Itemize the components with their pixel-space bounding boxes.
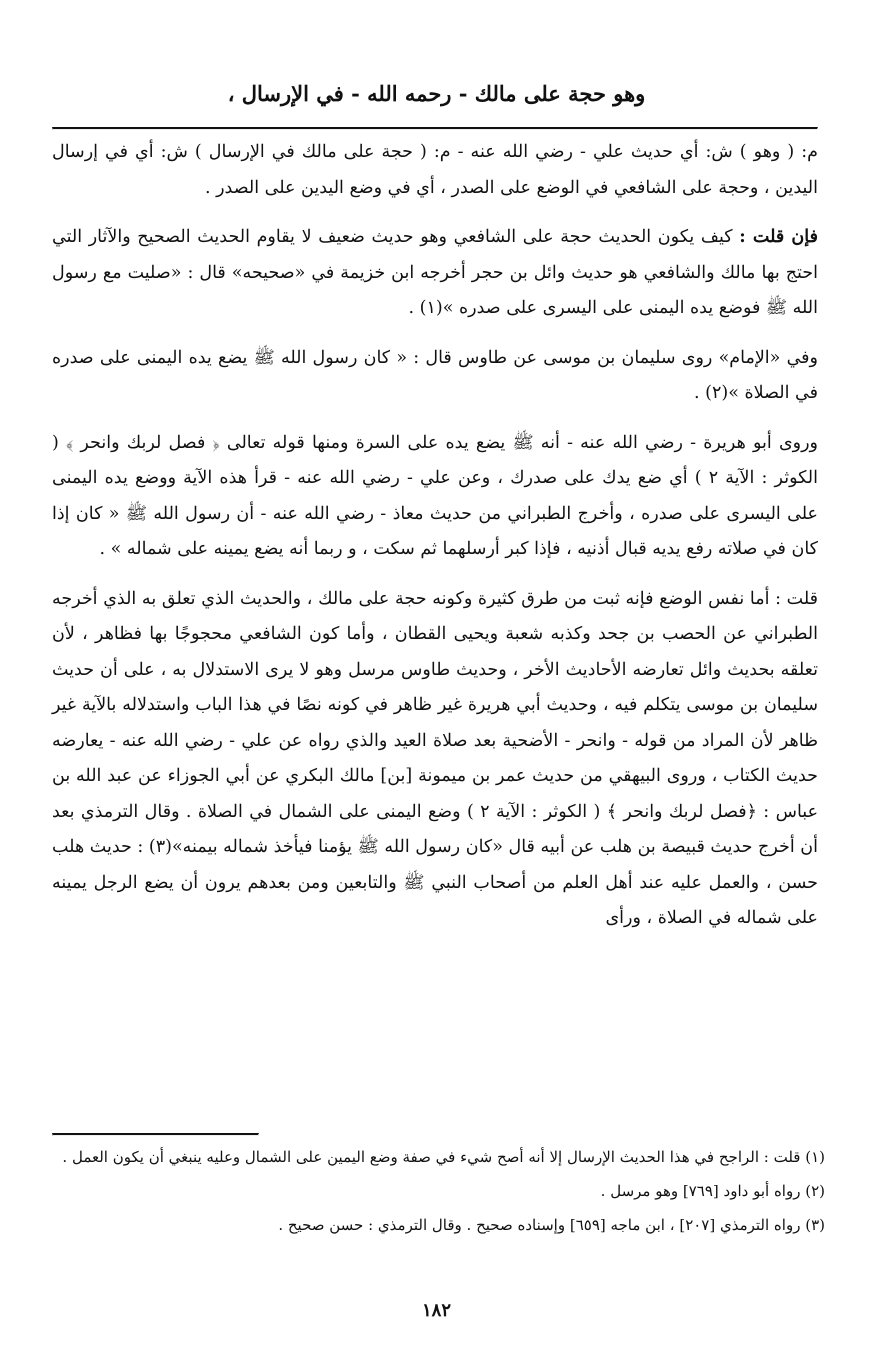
paragraph-text: وروى أبو هريرة - رضي الله عنه - أنه ﷺ يضع يده على السرة ومنها قوله تعالى ﴿ فصل لربك وانحر ﴾ ( الكوثر : الآية ٢ ) أي ضع يدك على صدرك ، وعن علي - رضي الله عنه - قرأ هذه الآية ووضع يده اليمنى على اليسرى على صدره ، وأخرج الطبراني من حديث معاذ - رضي الله عنه - أن رسول الله ﷺ « كان إذا كان في صلاته رفع يديه قبال أذنيه ، فإذا كبر أرسلهما ثم سكت ، و ربما أنه يضع يمينه على شماله » . bbox=[52, 432, 818, 559]
paragraph-text: كيف يكون الحديث حجة على الشافعي وهو حديث ضعيف لا يقاوم الحديث الصحيح والآثار التي احتج بها مالك والشافعي هو حديث وائل بن حجر أخرجه ابن خزيمة في «صحيحه» قال : «صليت مع رسول الله ﷺ فوضع يده اليمنى على اليسرى على صدره »(١) . bbox=[52, 227, 818, 318]
paragraph-lead: فإن قلت : bbox=[739, 227, 818, 247]
page-number: ١٨٢ bbox=[421, 1300, 451, 1321]
paragraph-objection bbox=[52, 220, 818, 327]
running-header: وهو حجة على مالك - رحمه الله - في الإرسال ، bbox=[227, 81, 646, 106]
paragraph-response bbox=[52, 582, 818, 937]
paragraph-abu-hurayra bbox=[52, 426, 818, 568]
paragraph-text: قلت : أما نفس الوضع فإنه ثبت من طرق كثيرة وكونه حجة على مالك ، والحديث الذي تعلق به الذي أخرجه الطبراني عن الحصب بن جحد وكذبه شعبة ويحيى القطان ، وأما كون الشافعي محجوجًا بها فظاهر ، لأن تعلقه بحديث وائل تعارضه الأحاديث الأخر ، وحديث طاوس مرسل وهو لا يرى الاستدلال به ، على أن حديث سليمان بن موسى يتكلم فيه ، وحديث أبي هريرة غير ظاهر في كونه نصًا في هذا الباب واستدلاله بالآية غير ظاهر لأن المراد من قوله - وانحر - الأضحية بعد صلاة العيد والذي رواه عن علي - رضي الله عنه - يعارضه حديث الكتاب ، وروى البيهقي من حديث عمر بن ميمونة [بن] مالك البكري عن أبي الجوزاء عن عبد الله بن عباس : ﴿فصل لربك وانحر ﴾ ( الكوثر : الآية ٢ ) وضع اليمنى على الشمال في الصلاة . وقال الترمذي بعد أن أخرج حديث قبيصة بن هلب عن أبيه قال «كان رسول الله ﷺ يؤمنا فيأخذ شماله بيمنه»(٣) : حديث هلب حسن ، والعمل عليه عند أهل العلم من أصحاب النبي ﷺ والتابعين ومن بعدهم يرون أن يضع الرجل يمينه على شماله في الصلاة ، ورأى bbox=[52, 588, 819, 928]
paragraph-imam bbox=[52, 341, 818, 412]
footnotes bbox=[52, 1143, 825, 1245]
paragraph-text: وفي «الإمام» روى سليمان بن موسى عن طاوس قال : « كان رسول الله ﷺ يضع يده اليمنى على صدره في الصلاة »(٢) . bbox=[52, 347, 818, 403]
footnote-2: (٢) رواه أبو داود [٧٦٩] وهو مرسل . bbox=[600, 1182, 825, 1200]
paragraph-commentary bbox=[52, 135, 818, 206]
paragraph-text: م: ( وهو ) ش: أي حديث علي - رضي الله عنه - م: ( حجة على مالك في الإرسال ) ش: أي في إرسال اليدين ، وحجة على الشافعي في الوضع على الصدر ، أي في وضع اليدين على الصدر . bbox=[52, 142, 818, 198]
main-text bbox=[52, 135, 818, 951]
header-rule bbox=[52, 127, 818, 130]
footnote-3: (٣) رواه الترمذي [٢٠٧] ، ابن ماجه [٦٥٩] وإسناده صحيح . وقال الترمذي : حسن صحيح . bbox=[278, 1216, 825, 1234]
footnote-1: (١) قلت : الراجح في هذا الحديث الإرسال إلا أنه أصح شيء في صفة وضع اليمين على الشمال وعليه ينبغي أن يكون العمل . bbox=[62, 1148, 825, 1166]
footnote-rule bbox=[52, 1133, 259, 1136]
